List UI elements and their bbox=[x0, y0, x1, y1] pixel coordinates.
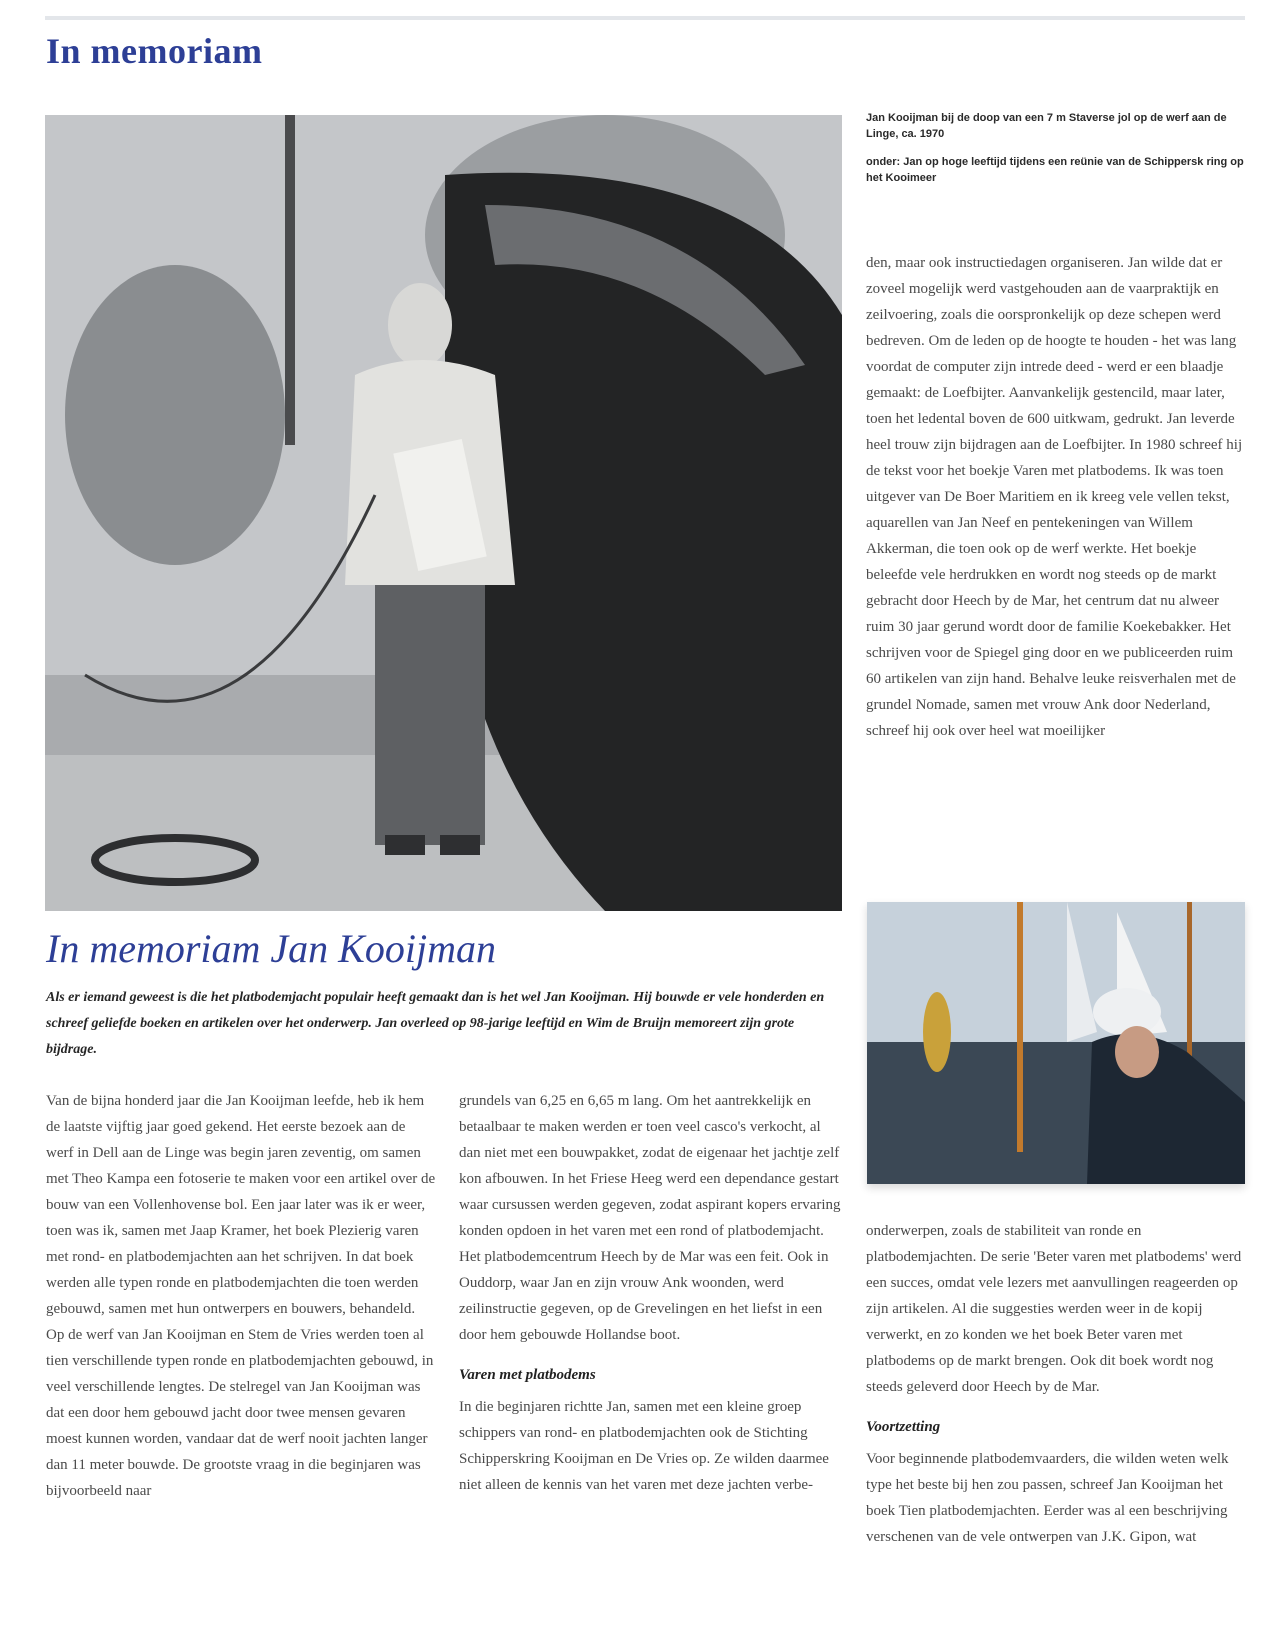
article-title: In memoriam Jan Kooijman bbox=[46, 926, 496, 971]
article-column-1 bbox=[46, 1088, 436, 1504]
body-paragraph: den, maar ook instructiedagen organiseren. Jan wilde dat er zoveel mogelijk werd vastgehouden aan de vaarpraktijk en zeilvoering, zoals die oorspronkelijk op deze schepen werd bedreven. Om de leden op de hoogte te houden - het was lang voordat de computer zijn intrede deed - werd er een blaadje gemaakt: de Loefbijter. Aanvankelijk gestencild, maar later, toen het ledental boven de 600 uitkwam, gedrukt. Jan leverde heel trouw zijn bijdragen aan de Loefbijter. In 1980 schreef hij de tekst voor het boekje Varen met platbodems. Ik was toen uitgever van De Boer Maritiem en ik kreeg vele vellen tekst, aquarellen van Jan Neef en pentekeningen van Willem Akkerman, die toen ook op de werf werkte. Het boekje beleefde vele herdrukken en wordt nog steeds op de markt gebracht door Heech by de Mar, het centrum dat nu alweer ruim 30 jaar gerund wordt door de familie Koekebakker. Het schrijven voor de Spiegel ging door en we publiceerden ruim 60 artikelen van zijn hand. Behalve leuke reisverhalen met de grundel Nomade, samen met vrouw Ank door Nederland, schreef hij ook over heel wat moeilijker bbox=[866, 255, 1243, 739]
caption-line-2: onder: Jan op hoge leeftijd tijdens een reünie van de Schippersk ring op het Kooimeer bbox=[866, 156, 1244, 184]
article-column-3 bbox=[866, 1218, 1246, 1550]
body-paragraph: grundels van 6,25 en 6,65 m lang. Om het aantrekkelijk en betaalbaar te maken werden er toen veel casco's verkocht, al dan niet met een bouwpakket, zodat de eigenaar het jachtje zelf kon afbouwen. In het Friese Heeg werd een dependance gestart waar cursussen werden gegeven, zodat aspirant kopers ervaring konden opdoen in het varen met een rond of platbodemjacht. Het platbodemcentrum Heech by de Mar was een feit. Ook in Ouddorp, waar Jan en zijn vrouw Ank woonden, werd zeilinstructie gegeven, op de Grevelingen en het liefst in een door hem gebouwde Hollandse boot. bbox=[459, 1093, 841, 1343]
boat-christening-photo bbox=[45, 115, 842, 911]
photo-caption bbox=[866, 110, 1256, 198]
article-lead: Als er iemand geweest is die het platbodemjacht populair heeft gemaakt dan is het wel Jan Kooijman. Hij bouwde er vele honderden en schreef geliefde boeken en artikelen over het onderwerp. Jan overleed op 98-jarige leeftijd en Wim de Bruijn memoreert zijn grote bijdrage. bbox=[46, 990, 825, 1057]
sailing-photo bbox=[867, 902, 1245, 1184]
caption-line-1: Jan Kooijman bij de doop van een 7 m Staverse jol op de werf aan de Linge, ca. 1970 bbox=[866, 112, 1227, 140]
body-paragraph: In die beginjaren richtte Jan, samen met een kleine groep schippers van rond- en platbodemjachten ook de Stichting Schipperskring Kooijman en De Vries op. Ze wilden daarmee niet alleen de kennis van het varen met deze jachten verbe- bbox=[459, 1399, 829, 1493]
body-paragraph: Voor beginnende platbodemvaarders, die wilden weten welk type het beste bij hen zou passen, schreef Jan Kooijman het boek Tien platbodemjachten. Eerder was al een beschrijving verschenen van de vele ontwerpen van J.K. Gipon, wat bbox=[866, 1451, 1229, 1545]
body-paragraph: Van de bijna honderd jaar die Jan Kooijman leefde, heb ik hem de laatste vijftig jaar goed gekend. Het eerste bezoek aan de werf in Dell aan de Linge was begin jaren zeventig, om samen met Theo Kampa een fotoserie te maken voor een artikel over de bouw van een Vollenhovense bol. Een jaar later was ik er weer, toen was ik, samen met Jaap Kramer, het boek Plezierig varen met rond- en platbodemjachten aan het schrijven. In dat boek werden alle typen ronde en platbodemjachten die toen werden gebouwd, samen met hun ontwerpers en bouwers, behandeld. Op de werf van Jan Kooijman en Stem de Vries werden toen al tien verschillende typen ronde en platbodemjachten gebouwd, in veel verschillende lengtes. De stelregel van Jan Kooijman was dat een door hem gebouwd jacht door twee mensen gevaren moest kunnen worden, vandaar dat de werf nooit jachten langer dan 11 meter bouwde. De grootste vraag in die beginjaren was bijvoorbeeld naar bbox=[46, 1093, 436, 1499]
body-paragraph: onderwerpen, zoals de stabiliteit van ronde en platbodemjachten. De serie 'Beter varen met platbodems' werd een succes, omdat vele lezers met aanvullingen reageerden op zijn artikelen. Al die suggesties werden weer in de kopij verwerkt, en zo konden we het boek Beter varen met platbodems op de markt brengen. Ook dit boek wordt nog steeds geleverd door Heech by de Mar. bbox=[866, 1223, 1242, 1395]
article-column-2 bbox=[459, 1088, 843, 1498]
sailing-illustration bbox=[867, 902, 1245, 1184]
article-column-right-top bbox=[866, 250, 1246, 744]
boat-christening-illustration bbox=[45, 115, 842, 911]
subheading-voortzetting: Voortzetting bbox=[866, 1419, 941, 1435]
top-rule bbox=[45, 16, 1245, 20]
subheading-varen: Varen met platbodems bbox=[459, 1367, 596, 1383]
section-title: In memoriam bbox=[46, 31, 263, 71]
